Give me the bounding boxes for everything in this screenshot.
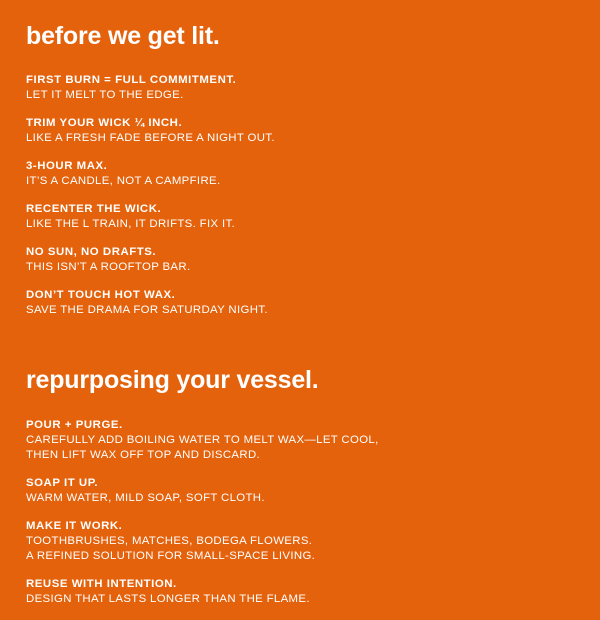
tip-body: CAREFULLY ADD BOILING WATER TO MELT WAX—LET COOL,: [26, 434, 379, 446]
tip-no-sun-no-drafts: [26, 245, 586, 275]
tip-dont-touch-hot-wax: [26, 288, 586, 318]
tip-heading: POUR + PURGE.: [26, 419, 123, 431]
tip-heading: TRIM YOUR WICK ¼ INCH.: [26, 117, 183, 129]
tip-recenter-wick: [26, 202, 586, 232]
tip-body: TOOTHBRUSHES, MATCHES, BODEGA FLOWERS.: [26, 535, 313, 547]
tip-body: WARM WATER, MILD SOAP, SOFT CLOTH.: [26, 492, 265, 504]
tip-body: LIKE THE L TRAIN, IT DRIFTS. FIX IT.: [26, 218, 236, 230]
care-instructions-card: [26, 0, 586, 620]
tip-body: DESIGN THAT LASTS LONGER THAN THE FLAME.: [26, 593, 310, 605]
tip-heading: REUSE WITH INTENTION.: [26, 578, 177, 590]
tip-reuse-with-intention: [26, 577, 586, 607]
tip-soap-it-up: [26, 476, 586, 506]
candle-care-tips-list: [26, 73, 586, 318]
tip-heading: RECENTER THE WICK.: [26, 203, 162, 215]
tip-first-burn: [26, 73, 586, 103]
tip-make-it-work: [26, 519, 586, 564]
tip-body: SAVE THE DRAMA FOR SATURDAY NIGHT.: [26, 304, 268, 316]
tip-pour-and-purge: [26, 418, 586, 463]
tip-body: IT’S A CANDLE, NOT A CAMPFIRE.: [26, 175, 221, 187]
vessel-reuse-tips-list: [26, 418, 586, 607]
tip-heading: FIRST BURN = FULL COMMITMENT.: [26, 74, 237, 86]
tip-heading: DON’T TOUCH HOT WAX.: [26, 289, 176, 301]
tip-body: THIS ISN’T A ROOFTOP BAR.: [26, 261, 191, 273]
tip-body: A REFINED SOLUTION FOR SMALL-SPACE LIVING.: [26, 550, 316, 562]
tip-body: LIKE A FRESH FADE BEFORE A NIGHT OUT.: [26, 132, 275, 144]
tip-heading: SOAP IT UP.: [26, 477, 99, 489]
tip-body: THEN LIFT WAX OFF TOP AND DISCARD.: [26, 449, 261, 461]
tip-heading: 3-HOUR MAX.: [26, 160, 108, 172]
tip-trim-wick: [26, 116, 586, 146]
tip-heading: MAKE IT WORK.: [26, 520, 123, 532]
tip-body: LET IT MELT TO THE EDGE.: [26, 89, 184, 101]
section-title-repurposing-your-vessel: repurposing your vessel.: [26, 366, 319, 394]
section-title-before-we-get-lit: before we get lit.: [26, 22, 220, 50]
tip-heading: NO SUN, NO DRAFTS.: [26, 246, 157, 258]
tip-3-hour-max: [26, 159, 586, 189]
